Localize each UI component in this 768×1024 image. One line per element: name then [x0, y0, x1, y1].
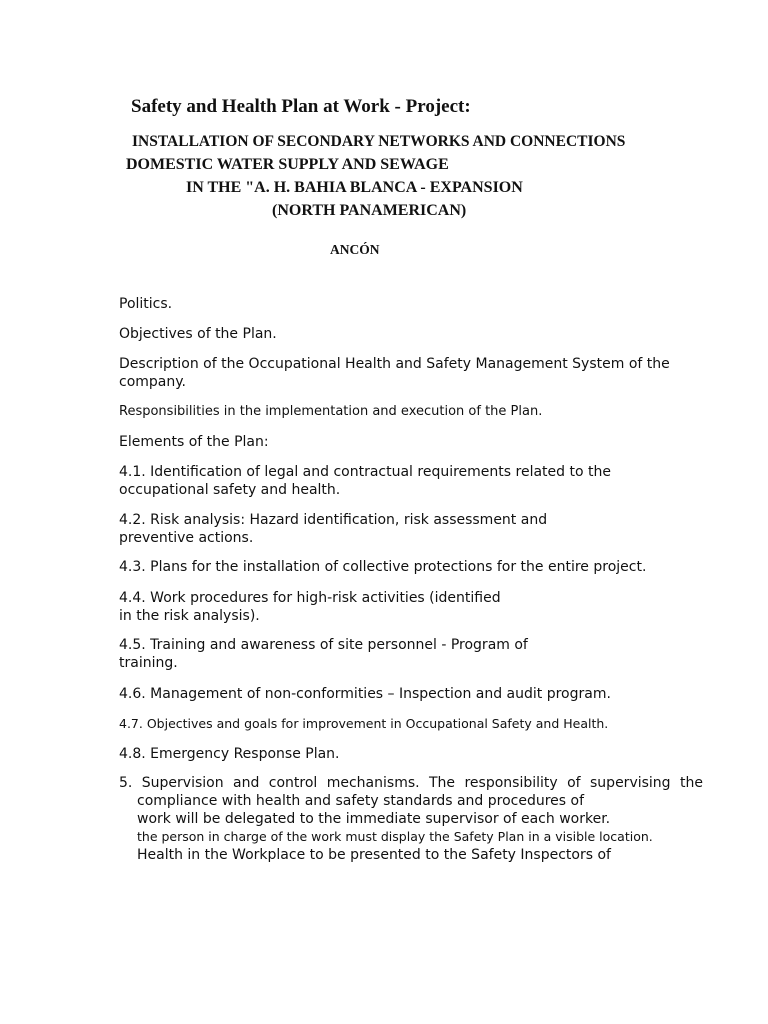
- item-elements: Elements of the Plan:: [119, 434, 269, 450]
- element-4-8: 4.8. Emergency Response Plan.: [119, 746, 340, 762]
- element-4-5-line-1: 4.5. Training and awareness of site personnel - Program of: [119, 637, 528, 653]
- section-5-line-4: the person in charge of the work must display the Safety Plan in a visible location.: [137, 829, 653, 844]
- section-5-word: mechanisms.: [326, 775, 420, 791]
- section-5-word: The: [429, 775, 456, 791]
- section-5-word: of: [567, 775, 581, 791]
- item-responsibilities: Responsibilities in the implementation and execution of the Plan.: [119, 404, 543, 419]
- element-4-2-line-2: preventive actions.: [119, 530, 254, 546]
- element-4-3: 4.3. Plans for the installation of collective protections for the entire project.: [119, 559, 647, 575]
- element-4-4-line-2: in the risk analysis).: [119, 608, 260, 624]
- project-title-line-4: (NORTH PANAMERICAN): [272, 202, 467, 219]
- section-5-word: the: [679, 775, 703, 791]
- project-title-line-2: DOMESTIC WATER SUPPLY AND SEWAGE: [126, 156, 449, 173]
- section-5-word: responsibility: [464, 775, 558, 791]
- element-4-7: 4.7. Objectives and goals for improvement in Occupational Safety and Health.: [119, 716, 609, 731]
- section-5-word: supervising: [590, 775, 671, 791]
- section-5-line-3: work will be delegated to the immediate supervisor of each worker.: [137, 811, 611, 827]
- element-4-6: 4.6. Management of non-conformities – Inspection and audit program.: [119, 686, 611, 702]
- element-4-1-line-1: 4.1. Identification of legal and contractual requirements related to the: [119, 464, 611, 480]
- element-4-1-line-2: occupational safety and health.: [119, 482, 341, 498]
- element-4-4-line-1: 4.4. Work procedures for high-risk activities (identified: [119, 590, 501, 606]
- item-politics: Politics.: [119, 296, 173, 312]
- element-4-5-line-2: training.: [119, 655, 178, 671]
- section-5-word: and: [233, 775, 260, 791]
- section-5-word: 5.: [119, 775, 133, 791]
- section-5-line-1: [119, 774, 703, 792]
- project-title-line-3: IN THE "A. H. BAHIA BLANCA - EXPANSION: [186, 179, 523, 196]
- element-4-2-line-1: 4.2. Risk analysis: Hazard identification, risk assessment and: [119, 512, 548, 528]
- project-title-line-1: INSTALLATION OF SECONDARY NETWORKS AND CONNECTIONS: [132, 133, 626, 150]
- section-5-word: control: [268, 775, 318, 791]
- item-description-line-1: Description of the Occupational Health and Safety Management System of the: [119, 356, 670, 372]
- section-5-line-2: compliance with health and safety standards and procedures of: [137, 793, 585, 809]
- document-title: Safety and Health Plan at Work - Project:: [131, 96, 471, 117]
- section-5-word: Supervision: [141, 775, 224, 791]
- location-heading: ANCÓN: [330, 242, 380, 257]
- item-objectives: Objectives of the Plan.: [119, 326, 277, 342]
- section-5-line-5: Health in the Workplace to be presented to the Safety Inspectors of: [137, 847, 611, 863]
- item-description-line-2: company.: [119, 374, 186, 390]
